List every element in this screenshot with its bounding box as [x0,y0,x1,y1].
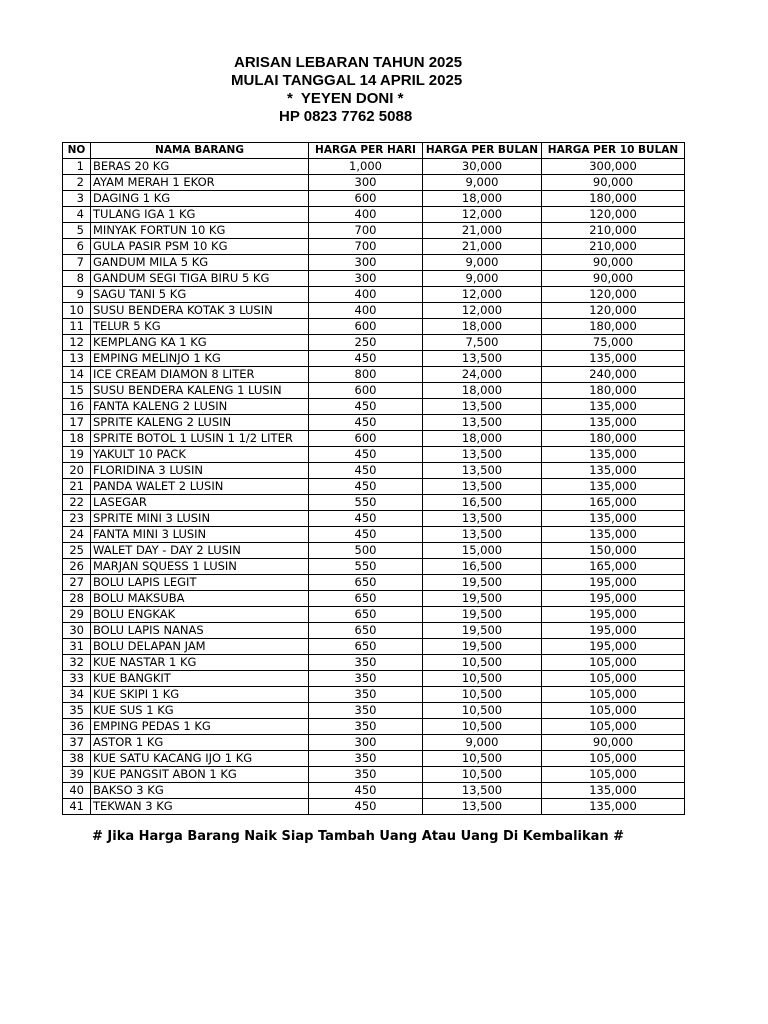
cell-item-name: SUSU BENDERA KOTAK 3 LUSIN [91,303,309,319]
table-row [63,351,685,367]
cell-price-per-month: 13,500 [423,511,542,527]
table-row [63,175,685,191]
cell-price-per-day: 350 [309,703,423,719]
cell-no: 40 [63,783,91,799]
table-row [63,223,685,239]
cell-price-per-10-months: 165,000 [542,559,685,575]
cell-price-per-month: 24,000 [423,367,542,383]
cell-price-per-day: 400 [309,303,423,319]
cell-price-per-month: 10,500 [423,751,542,767]
cell-no: 20 [63,463,91,479]
cell-no: 17 [63,415,91,431]
cell-no: 5 [63,223,91,239]
cell-price-per-month: 18,000 [423,383,542,399]
cell-price-per-10-months: 105,000 [542,687,685,703]
table-body [63,159,685,815]
cell-item-name: KEMPLANG KA 1 KG [91,335,309,351]
cell-item-name: MINYAK FORTUN 10 KG [91,223,309,239]
cell-item-name: KUE SUS 1 KG [91,703,309,719]
cell-price-per-day: 800 [309,367,423,383]
cell-price-per-day: 550 [309,495,423,511]
table-row [63,623,685,639]
cell-price-per-10-months: 75,000 [542,335,685,351]
cell-price-per-day: 600 [309,319,423,335]
cell-price-per-10-months: 195,000 [542,591,685,607]
header-title: ARISAN LEBARAN TAHUN 2025 [234,54,463,71]
cell-price-per-day: 450 [309,415,423,431]
cell-price-per-10-months: 195,000 [542,623,685,639]
table-row [63,447,685,463]
cell-price-per-month: 16,500 [423,495,542,511]
cell-price-per-day: 550 [309,559,423,575]
cell-price-per-day: 650 [309,639,423,655]
cell-no: 15 [63,383,91,399]
cell-price-per-month: 13,500 [423,399,542,415]
cell-price-per-month: 19,500 [423,575,542,591]
cell-price-per-10-months: 90,000 [542,175,685,191]
cell-no: 29 [63,607,91,623]
cell-no: 38 [63,751,91,767]
table-row [63,559,685,575]
cell-no: 8 [63,271,91,287]
cell-price-per-month: 12,000 [423,207,542,223]
cell-price-per-10-months: 135,000 [542,511,685,527]
cell-price-per-10-months: 195,000 [542,639,685,655]
cell-no: 11 [63,319,91,335]
cell-item-name: EMPING MELINJO 1 KG [91,351,309,367]
cell-price-per-10-months: 135,000 [542,527,685,543]
cell-price-per-day: 650 [309,607,423,623]
cell-price-per-month: 10,500 [423,719,542,735]
cell-item-name: BOLU DELAPAN JAM [91,639,309,655]
table-row [63,735,685,751]
table-row [63,159,685,175]
table-row [63,799,685,815]
cell-price-per-10-months: 105,000 [542,767,685,783]
cell-item-name: FANTA MINI 3 LUSIN [91,527,309,543]
cell-price-per-month: 10,500 [423,687,542,703]
cell-price-per-day: 700 [309,223,423,239]
table-row [63,287,685,303]
cell-no: 19 [63,447,91,463]
table-row [63,303,685,319]
item-price-table [62,142,685,815]
cell-price-per-day: 450 [309,447,423,463]
cell-item-name: SPRITE KALENG 2 LUSIN [91,415,309,431]
table-row [63,431,685,447]
cell-price-per-10-months: 105,000 [542,719,685,735]
cell-price-per-day: 450 [309,463,423,479]
cell-item-name: AYAM MERAH 1 EKOR [91,175,309,191]
cell-item-name: GANDUM MILA 5 KG [91,255,309,271]
table-row [63,383,685,399]
cell-no: 27 [63,575,91,591]
cell-item-name: MARJAN SQUESS 1 LUSIN [91,559,309,575]
cell-price-per-month: 19,500 [423,607,542,623]
cell-item-name: DAGING 1 KG [91,191,309,207]
cell-price-per-day: 600 [309,191,423,207]
cell-price-per-10-months: 165,000 [542,495,685,511]
cell-price-per-day: 650 [309,575,423,591]
cell-price-per-month: 10,500 [423,671,542,687]
cell-price-per-day: 600 [309,383,423,399]
cell-price-per-day: 450 [309,783,423,799]
cell-no: 13 [63,351,91,367]
cell-no: 28 [63,591,91,607]
cell-price-per-10-months: 180,000 [542,431,685,447]
table-row [63,655,685,671]
cell-price-per-month: 10,500 [423,703,542,719]
cell-price-per-day: 350 [309,719,423,735]
cell-price-per-10-months: 90,000 [542,271,685,287]
cell-price-per-10-months: 135,000 [542,447,685,463]
cell-item-name: KUE SATU KACANG IJO 1 KG [91,751,309,767]
cell-item-name: ASTOR 1 KG [91,735,309,751]
cell-no: 30 [63,623,91,639]
cell-price-per-10-months: 135,000 [542,415,685,431]
cell-price-per-month: 16,500 [423,559,542,575]
table-row [63,207,685,223]
cell-item-name: BAKSO 3 KG [91,783,309,799]
cell-price-per-10-months: 120,000 [542,207,685,223]
table-row [63,687,685,703]
table-row [63,415,685,431]
cell-price-per-10-months: 135,000 [542,479,685,495]
cell-price-per-10-months: 105,000 [542,703,685,719]
cell-price-per-month: 10,500 [423,767,542,783]
table-row [63,607,685,623]
cell-no: 3 [63,191,91,207]
cell-no: 33 [63,671,91,687]
cell-no: 16 [63,399,91,415]
cell-no: 18 [63,431,91,447]
cell-item-name: PANDA WALET 2 LUSIN [91,479,309,495]
cell-price-per-day: 350 [309,751,423,767]
table-row [63,767,685,783]
cell-no: 23 [63,511,91,527]
cell-price-per-day: 450 [309,527,423,543]
cell-price-per-month: 9,000 [423,271,542,287]
cell-price-per-month: 13,500 [423,479,542,495]
cell-item-name: SPRITE BOTOL 1 LUSIN 1 1/2 LITER [91,431,309,447]
cell-price-per-10-months: 135,000 [542,783,685,799]
cell-no: 2 [63,175,91,191]
table-row [63,479,685,495]
cell-price-per-month: 18,000 [423,431,542,447]
document-header [229,54,529,126]
column-header-item-name: NAMA BARANG [91,143,309,159]
footer-note: # Jika Harga Barang Naik Siap Tambah Uang Atau Uang Di Kembalikan # [92,829,625,844]
cell-no: 31 [63,639,91,655]
cell-price-per-day: 350 [309,671,423,687]
cell-price-per-month: 13,500 [423,415,542,431]
table-row [63,191,685,207]
cell-price-per-day: 450 [309,511,423,527]
cell-price-per-month: 12,000 [423,287,542,303]
cell-item-name: BERAS 20 KG [91,159,309,175]
cell-no: 7 [63,255,91,271]
cell-item-name: FLORIDINA 3 LUSIN [91,463,309,479]
cell-price-per-month: 19,500 [423,623,542,639]
table-row [63,495,685,511]
cell-price-per-day: 1,000 [309,159,423,175]
cell-price-per-day: 650 [309,623,423,639]
cell-price-per-10-months: 135,000 [542,799,685,815]
table-row [63,703,685,719]
cell-no: 12 [63,335,91,351]
cell-price-per-day: 400 [309,207,423,223]
cell-price-per-month: 13,500 [423,463,542,479]
cell-item-name: TEKWAN 3 KG [91,799,309,815]
table-row [63,367,685,383]
cell-price-per-day: 400 [309,287,423,303]
cell-price-per-month: 9,000 [423,175,542,191]
cell-item-name: BOLU LAPIS NANAS [91,623,309,639]
cell-price-per-10-months: 180,000 [542,319,685,335]
cell-price-per-month: 19,500 [423,639,542,655]
cell-no: 26 [63,559,91,575]
cell-no: 25 [63,543,91,559]
cell-no: 32 [63,655,91,671]
cell-item-name: YAKULT 10 PACK [91,447,309,463]
cell-item-name: KUE BANGKIT [91,671,309,687]
cell-no: 39 [63,767,91,783]
cell-no: 41 [63,799,91,815]
cell-price-per-10-months: 195,000 [542,575,685,591]
cell-item-name: TULANG IGA 1 KG [91,207,309,223]
column-header-no: NO [63,143,91,159]
cell-price-per-month: 13,500 [423,799,542,815]
table-row [63,591,685,607]
cell-price-per-month: 15,000 [423,543,542,559]
cell-price-per-day: 300 [309,175,423,191]
cell-price-per-day: 300 [309,271,423,287]
cell-price-per-day: 450 [309,399,423,415]
cell-price-per-month: 7,500 [423,335,542,351]
cell-no: 10 [63,303,91,319]
cell-price-per-day: 700 [309,239,423,255]
cell-price-per-10-months: 210,000 [542,223,685,239]
cell-item-name: TELUR 5 KG [91,319,309,335]
table-row [63,319,685,335]
cell-item-name: WALET DAY - DAY 2 LUSIN [91,543,309,559]
cell-price-per-day: 600 [309,431,423,447]
cell-no: 9 [63,287,91,303]
cell-no: 1 [63,159,91,175]
table-row [63,751,685,767]
cell-price-per-day: 450 [309,479,423,495]
cell-price-per-10-months: 120,000 [542,303,685,319]
table-header-row [63,143,685,159]
cell-price-per-day: 350 [309,655,423,671]
table-row [63,271,685,287]
cell-price-per-month: 12,000 [423,303,542,319]
cell-item-name: KUE NASTAR 1 KG [91,655,309,671]
cell-price-per-10-months: 210,000 [542,239,685,255]
cell-price-per-day: 450 [309,351,423,367]
cell-price-per-10-months: 180,000 [542,191,685,207]
cell-price-per-month: 30,000 [423,159,542,175]
cell-price-per-10-months: 300,000 [542,159,685,175]
cell-price-per-day: 450 [309,799,423,815]
cell-no: 34 [63,687,91,703]
table-row [63,527,685,543]
cell-item-name: GULA PASIR PSM 10 KG [91,239,309,255]
cell-no: 6 [63,239,91,255]
cell-price-per-10-months: 180,000 [542,383,685,399]
column-header-price-per-month: HARGA PER BULAN [423,143,542,159]
cell-item-name: SUSU BENDERA KALENG 1 LUSIN [91,383,309,399]
cell-price-per-month: 9,000 [423,255,542,271]
cell-price-per-day: 350 [309,767,423,783]
table-row [63,543,685,559]
cell-price-per-month: 13,500 [423,783,542,799]
cell-item-name: GANDUM SEGI TIGA BIRU 5 KG [91,271,309,287]
table-row [63,239,685,255]
cell-item-name: BOLU MAKSUBA [91,591,309,607]
cell-price-per-10-months: 135,000 [542,351,685,367]
table-row [63,463,685,479]
column-header-price-per-10-months: HARGA PER 10 BULAN [542,143,685,159]
cell-no: 35 [63,703,91,719]
cell-price-per-10-months: 135,000 [542,399,685,415]
cell-item-name: ICE CREAM DIAMON 8 LITER [91,367,309,383]
cell-price-per-10-months: 105,000 [542,655,685,671]
cell-item-name: BOLU ENGKAK [91,607,309,623]
cell-item-name: SPRITE MINI 3 LUSIN [91,511,309,527]
cell-price-per-month: 13,500 [423,447,542,463]
table-row [63,335,685,351]
table-row [63,255,685,271]
cell-price-per-10-months: 105,000 [542,671,685,687]
cell-price-per-month: 18,000 [423,319,542,335]
header-phone: HP 0823 7762 5088 [279,108,413,125]
cell-item-name: KUE PANGSIT ABON 1 KG [91,767,309,783]
cell-item-name: FANTA KALENG 2 LUSIN [91,399,309,415]
cell-price-per-day: 250 [309,335,423,351]
cell-no: 37 [63,735,91,751]
cell-item-name: BOLU LAPIS LEGIT [91,575,309,591]
cell-no: 14 [63,367,91,383]
table-row [63,399,685,415]
cell-no: 21 [63,479,91,495]
cell-price-per-month: 21,000 [423,223,542,239]
cell-price-per-day: 300 [309,735,423,751]
cell-price-per-10-months: 120,000 [542,287,685,303]
cell-price-per-10-months: 90,000 [542,735,685,751]
cell-item-name: SAGU TANI 5 KG [91,287,309,303]
cell-price-per-day: 650 [309,591,423,607]
cell-price-per-10-months: 150,000 [542,543,685,559]
cell-no: 4 [63,207,91,223]
cell-price-per-10-months: 135,000 [542,463,685,479]
cell-price-per-day: 350 [309,687,423,703]
cell-no: 24 [63,527,91,543]
cell-item-name: KUE SKIPI 1 KG [91,687,309,703]
cell-price-per-day: 500 [309,543,423,559]
cell-price-per-month: 9,000 [423,735,542,751]
cell-no: 36 [63,719,91,735]
cell-item-name: EMPING PEDAS 1 KG [91,719,309,735]
header-start-date: MULAI TANGGAL 14 APRIL 2025 [231,72,463,89]
cell-item-name: LASEGAR [91,495,309,511]
table-row [63,511,685,527]
table-row [63,671,685,687]
cell-price-per-10-months: 105,000 [542,751,685,767]
table-row [63,719,685,735]
cell-price-per-10-months: 240,000 [542,367,685,383]
column-header-price-per-day: HARGA PER HARI [309,143,423,159]
table-row [63,575,685,591]
cell-price-per-month: 18,000 [423,191,542,207]
cell-price-per-day: 300 [309,255,423,271]
cell-no: 22 [63,495,91,511]
table-row [63,639,685,655]
table-row [63,783,685,799]
cell-price-per-10-months: 195,000 [542,607,685,623]
cell-price-per-month: 10,500 [423,655,542,671]
header-organizer: * YEYEN DONI * [287,90,404,107]
cell-price-per-month: 19,500 [423,591,542,607]
cell-price-per-month: 13,500 [423,351,542,367]
cell-price-per-month: 21,000 [423,239,542,255]
cell-price-per-10-months: 90,000 [542,255,685,271]
cell-price-per-month: 13,500 [423,527,542,543]
